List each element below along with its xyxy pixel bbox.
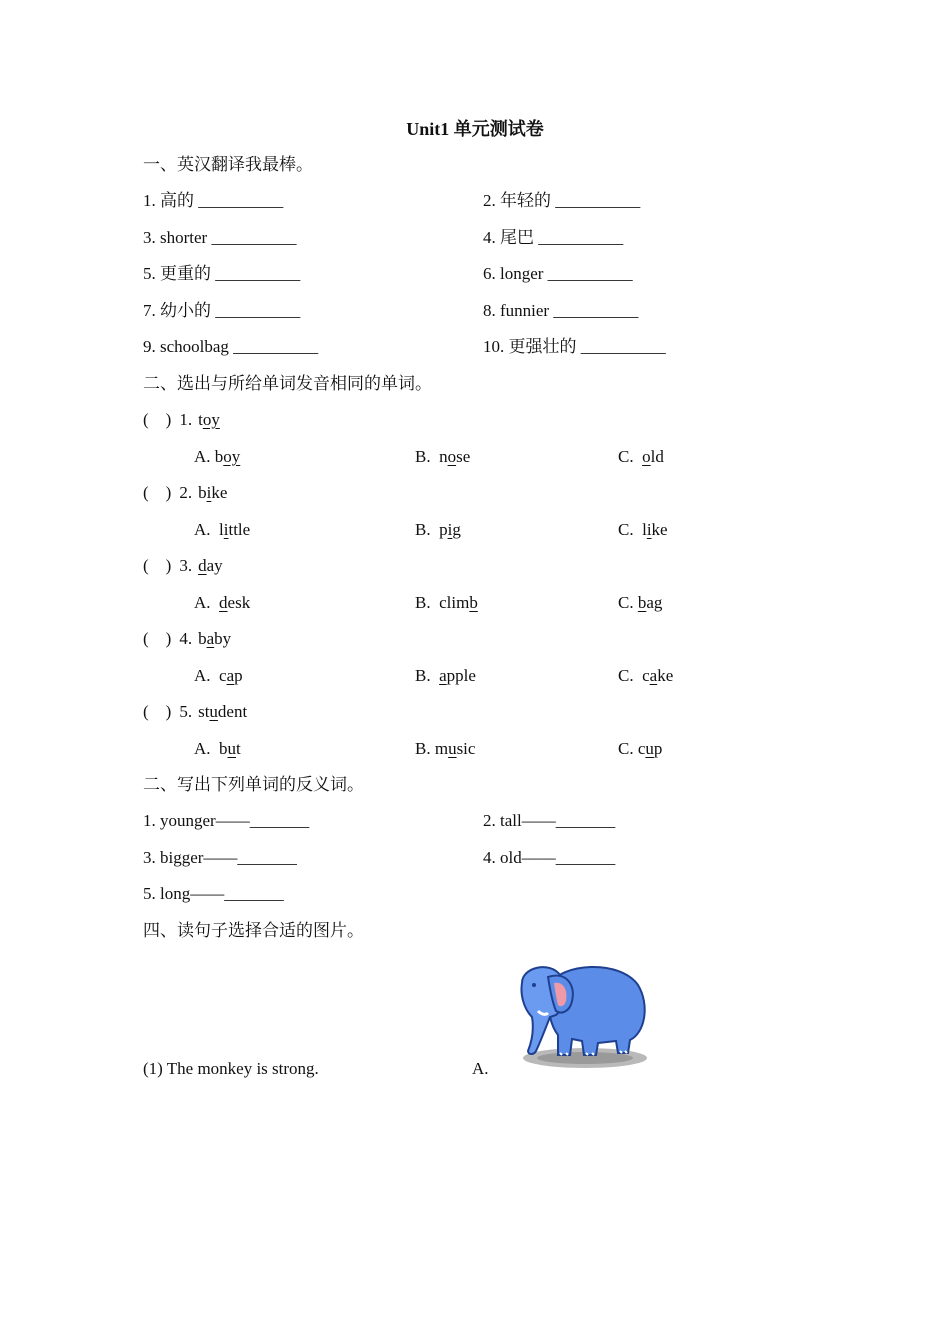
word-segment: sic <box>456 739 476 758</box>
word-segment: B. <box>415 666 440 685</box>
underlined-letters: i <box>646 520 652 539</box>
section4-heading: 四、读句子选择合适的图片。 <box>143 921 364 940</box>
underlined-letters: b <box>637 593 647 612</box>
antonym-item: 1. younger——_______ <box>143 811 310 830</box>
section1-item: 4. 尾巴 __________ <box>483 228 624 247</box>
antonym-item: 5. long——_______ <box>143 884 284 903</box>
underlined-letters: i <box>447 520 453 539</box>
word-segment: b <box>198 629 207 648</box>
answer-option[interactable] <box>415 665 476 687</box>
section1-item: 2. 年轻的 __________ <box>483 191 641 210</box>
answer-option[interactable] <box>415 519 461 541</box>
word-segment: p <box>234 666 243 685</box>
word-segment: ke <box>657 666 674 685</box>
answer-bracket[interactable]: ( ) <box>143 410 172 429</box>
answer-option[interactable] <box>618 665 673 687</box>
word-segment: t <box>236 739 241 758</box>
underlined-letters: d <box>219 593 228 612</box>
word-segment: B. n <box>415 447 448 466</box>
underlined-letters: d <box>198 556 207 575</box>
phonics-question <box>143 555 223 577</box>
underlined-letters: oy <box>202 410 220 429</box>
word-segment: B. p <box>415 520 448 539</box>
question-word <box>198 702 247 721</box>
answer-option[interactable] <box>194 446 240 468</box>
answer-bracket[interactable]: ( ) <box>143 556 172 575</box>
section1-item: 1. 高的 __________ <box>143 191 284 210</box>
answer-option[interactable] <box>618 446 664 468</box>
underlined-letters: i <box>223 520 229 539</box>
answer-option[interactable] <box>194 738 241 760</box>
underlined-letters: u <box>448 739 457 758</box>
word-segment: A. b <box>194 447 224 466</box>
question-word <box>198 556 223 575</box>
answer-option[interactable] <box>618 592 662 614</box>
section1-item: 10. 更强壮的 __________ <box>483 337 666 356</box>
answer-option[interactable] <box>618 738 662 760</box>
word-segment: se <box>456 447 471 466</box>
answer-option[interactable] <box>415 592 478 614</box>
word-segment: esk <box>227 593 251 612</box>
word-segment: A. l <box>194 520 224 539</box>
section2-heading: 二、选出与所给单词发音相同的单词。 <box>143 374 432 393</box>
phonics-question <box>143 701 247 723</box>
question-number: 1. <box>179 410 193 429</box>
word-segment: A. b <box>194 739 228 758</box>
underlined-letters: a <box>649 666 658 685</box>
word-segment: g <box>452 520 461 539</box>
word-segment: A. <box>194 593 220 612</box>
phonics-question <box>143 628 231 650</box>
page-title: Unit1 单元测试卷 <box>406 119 544 139</box>
word-segment: B. m <box>415 739 449 758</box>
word-segment: C. <box>618 593 638 612</box>
underlined-letters: o <box>447 447 457 466</box>
question-number: 3. <box>179 556 193 575</box>
answer-option[interactable] <box>618 519 668 541</box>
elephant-picture <box>510 955 650 1075</box>
question-number: 5. <box>179 702 193 721</box>
underlined-letters: u <box>209 702 218 721</box>
question-word <box>198 483 227 502</box>
picture-sentence: (1) The monkey is strong. <box>143 1059 319 1078</box>
answer-option[interactable] <box>415 738 475 760</box>
underlined-letters: i <box>206 483 212 502</box>
underlined-letters: u <box>645 739 654 758</box>
question-word <box>198 629 231 648</box>
underlined-letters: a <box>226 666 235 685</box>
word-segment: st <box>198 702 210 721</box>
answer-bracket[interactable]: ( ) <box>143 483 172 502</box>
word-segment: dent <box>217 702 248 721</box>
question-number: 4. <box>179 629 193 648</box>
phonics-question <box>143 482 227 504</box>
word-segment: ay <box>206 556 223 575</box>
word-segment: C. c <box>618 666 650 685</box>
word-segment: ke <box>211 483 228 502</box>
section1-heading: 一、英汉翻译我最棒。 <box>143 155 313 174</box>
word-segment: ag <box>646 593 663 612</box>
word-segment: b <box>198 483 207 502</box>
underlined-letters: o <box>642 447 651 466</box>
question-number: 2. <box>179 483 193 502</box>
word-segment: C. c <box>618 739 646 758</box>
underlined-letters: a <box>439 666 447 685</box>
section1-item: 7. 幼小的 __________ <box>143 301 301 320</box>
answer-bracket[interactable]: ( ) <box>143 702 172 721</box>
word-segment: by <box>214 629 232 648</box>
word-segment: ke <box>651 520 668 539</box>
antonym-item: 4. old——_______ <box>483 848 616 867</box>
word-segment: p <box>653 739 663 758</box>
word-segment: C. <box>618 447 643 466</box>
word-segment: B. clim <box>415 593 470 612</box>
underlined-letters: a <box>206 629 215 648</box>
section1-item: 5. 更重的 __________ <box>143 264 301 283</box>
word-segment: pple <box>446 666 476 685</box>
question-word <box>198 410 220 429</box>
section1-item: 8. funnier __________ <box>483 301 639 320</box>
answer-option[interactable] <box>194 519 250 541</box>
antonym-item: 2. tall——_______ <box>483 811 616 830</box>
section1-item: 9. schoolbag __________ <box>143 337 319 356</box>
answer-option[interactable] <box>415 446 470 468</box>
antonym-item: 3. bigger——_______ <box>143 848 297 867</box>
word-segment: A. c <box>194 666 227 685</box>
word-segment: C. l <box>618 520 647 539</box>
section1-item: 3. shorter __________ <box>143 228 297 247</box>
underlined-letters: b <box>469 593 478 612</box>
answer-bracket[interactable]: ( ) <box>143 629 172 648</box>
answer-option[interactable] <box>194 592 250 614</box>
underlined-letters: oy <box>223 447 241 466</box>
word-segment: ttle <box>228 520 251 539</box>
underlined-letters: u <box>227 739 237 758</box>
answer-option[interactable] <box>194 665 243 687</box>
word-segment: ld <box>650 447 664 466</box>
section1-item: 6. longer __________ <box>483 264 633 283</box>
word-segment: t <box>198 410 203 429</box>
picture-option-label: A. <box>472 1059 489 1078</box>
section3-heading: 二、写出下列单词的反义词。 <box>143 775 364 794</box>
phonics-question <box>143 409 220 431</box>
